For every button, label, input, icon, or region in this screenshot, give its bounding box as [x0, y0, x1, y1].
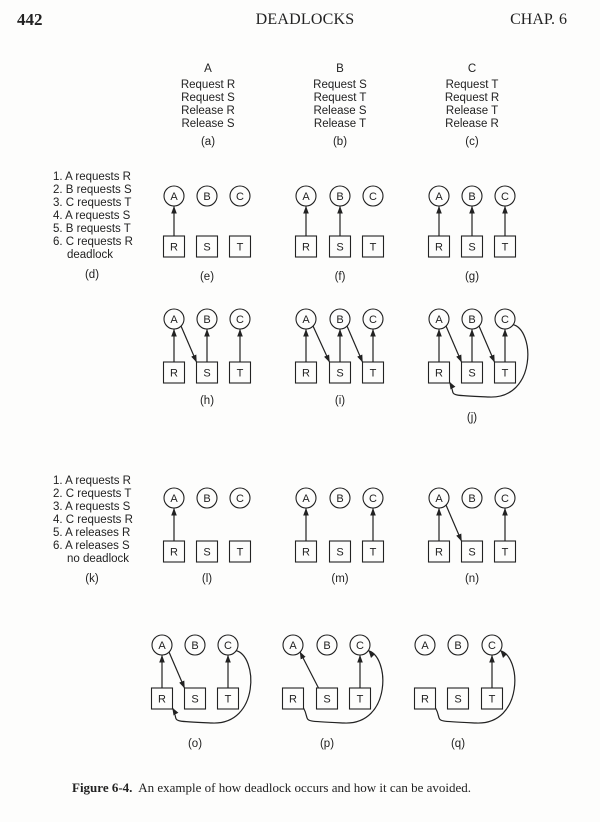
process-node-label: A [170, 314, 178, 326]
resource-node-label: R [435, 367, 443, 380]
figure-caption [72, 780, 471, 796]
resource-node-label: T [369, 546, 377, 559]
graph-j [429, 309, 528, 424]
process-name: A [204, 63, 212, 75]
subfigure-label: (f) [334, 271, 346, 283]
process-node-label: C [501, 493, 509, 505]
resource-node-label: S [336, 241, 344, 254]
process-name: B [336, 63, 344, 75]
resource-node-label: T [236, 241, 244, 254]
process-node-label: A [289, 640, 297, 652]
process-node-label: A [302, 314, 310, 326]
resource-node-label: S [336, 367, 344, 380]
resource-node-label: R [170, 546, 178, 559]
graph-h [164, 309, 251, 407]
subfigure-label: (l) [201, 573, 213, 585]
process-node-label: A [158, 640, 166, 652]
process-node-label: A [435, 314, 443, 326]
graph-l [164, 488, 251, 585]
request-curve-edge [304, 651, 383, 724]
request-edge [347, 326, 363, 362]
resource-node-label: S [454, 693, 462, 706]
resource-node-label: S [203, 546, 211, 559]
subfigure-label: (h) [199, 395, 215, 407]
resource-node-label: S [468, 367, 476, 380]
process-node-label: A [421, 640, 429, 652]
resource-node-label: T [224, 693, 232, 706]
process-node-label: B [468, 493, 476, 505]
process-step: Release R [181, 105, 235, 117]
sequence-step: 5. B requests T [53, 223, 131, 235]
resource-node-label: R [435, 241, 443, 254]
process-node-label: C [236, 314, 244, 326]
process-name: C [467, 63, 477, 75]
subfigure-label: (c) [465, 136, 479, 148]
resource-node-label: T [501, 546, 509, 559]
process-node-label: C [488, 640, 496, 652]
sequence-step: 1. A requests R [53, 475, 131, 487]
resource-node-label: R [435, 546, 443, 559]
sequence-step: 6. C requests R [53, 236, 133, 248]
graph-g [429, 186, 516, 283]
request-edge [181, 326, 197, 362]
process-step: Request S [313, 79, 367, 91]
process-node-label: C [236, 191, 244, 203]
sequence-step: 4. A requests S [53, 210, 131, 222]
subfigure-label: (m) [331, 573, 349, 585]
resource-node-label: R [302, 546, 310, 559]
process-step: Release S [313, 105, 367, 117]
resource-node-label: S [323, 693, 331, 706]
subfigure-label: (o) [187, 738, 203, 750]
sequence-step: 2. C requests T [53, 488, 132, 500]
resource-node-label: R [170, 367, 178, 380]
process-step: Release T [313, 118, 367, 130]
resource-node-label: T [501, 241, 509, 254]
process-node-label: B [191, 640, 199, 652]
subfigure-label: (i) [334, 395, 346, 407]
request-edge [169, 652, 185, 688]
request-edge [313, 326, 330, 362]
resource-node-label: S [468, 241, 476, 254]
sequence-outcome: no deadlock [67, 553, 130, 565]
subfigure-label: (b) [332, 136, 348, 148]
process-step: Request S [181, 92, 235, 104]
graph-i [296, 309, 384, 407]
sequence-step: 5. A releases R [53, 527, 131, 539]
process-step: Release R [445, 118, 499, 130]
resource-node-label: R [170, 241, 178, 254]
sequence-step: 3. A requests S [53, 501, 131, 513]
process-node-label: B [336, 314, 344, 326]
figure-caption-text: An example of how deadlock occurs and how it can be avoided. [138, 780, 472, 795]
subfigure-label: (n) [464, 573, 480, 585]
subfigure-label: (d) [84, 269, 100, 281]
process-node-label: A [435, 191, 443, 203]
process-step: Request T [445, 79, 499, 91]
resource-node-label: T [501, 367, 509, 380]
process-node-label: C [501, 191, 509, 203]
process-node-label: C [369, 191, 377, 203]
process-step: Release S [181, 118, 235, 130]
subfigure-label: (g) [464, 271, 480, 283]
subfigure-label: (e) [199, 271, 215, 283]
graph-n [429, 488, 516, 585]
resource-node-label: R [421, 693, 429, 706]
subfigure-label: (k) [85, 573, 99, 585]
request-curve-edge [436, 651, 515, 724]
process-node-label: C [236, 493, 244, 505]
process-node-label: B [336, 493, 344, 505]
resource-node-label: T [236, 367, 244, 380]
process-node-label: A [170, 191, 178, 203]
process-node-label: A [302, 493, 310, 505]
process-node-label: B [468, 314, 476, 326]
process-step: Release T [445, 105, 499, 117]
process-step: Request T [313, 92, 367, 104]
sequence-step: 6. A releases S [53, 540, 130, 552]
resource-node-label: R [302, 241, 310, 254]
resource-node-label: T [356, 693, 364, 706]
request-edge [479, 326, 495, 362]
process-node-label: B [203, 191, 211, 203]
resource-node-label: S [191, 693, 199, 706]
resource-node-label: S [336, 546, 344, 559]
sequence-step: 2. B requests S [53, 184, 132, 196]
process-node-label: B [454, 640, 462, 652]
resource-node-label: T [369, 367, 377, 380]
process-step: Request R [180, 79, 236, 91]
resource-node-label: T [369, 241, 377, 254]
process-node-label: C [224, 640, 232, 652]
running-title: DEADLOCKS [255, 11, 355, 28]
process-node-label: A [302, 191, 310, 203]
graph-e [164, 186, 251, 283]
resource-node-label: T [236, 546, 244, 559]
process-node-label: B [336, 191, 344, 203]
subfigure-label: (a) [200, 136, 216, 148]
request-edge [446, 326, 462, 362]
graph-m [296, 488, 384, 585]
graph-o [152, 635, 251, 750]
resource-node-label: R [158, 693, 166, 706]
subfigure-label: (j) [466, 412, 478, 424]
subfigure-label: (q) [450, 738, 466, 750]
process-node-label: A [170, 493, 178, 505]
process-node-label: C [356, 640, 364, 652]
page-number: 442 [17, 10, 43, 29]
resource-node-label: R [302, 367, 310, 380]
graph-q [415, 635, 515, 750]
process-node-label: A [435, 493, 443, 505]
subfigure-label: (p) [319, 738, 335, 750]
sequence-step: 3. C requests T [53, 197, 132, 209]
sequence-step: 4. C requests R [53, 514, 133, 526]
graph-p [283, 635, 383, 750]
chapter-label: CHAP. 6 [510, 11, 567, 28]
sequence-outcome: deadlock [67, 249, 114, 261]
process-node-label: C [369, 493, 377, 505]
figure-label: Figure 6-4. [72, 780, 133, 795]
resource-node-label: S [203, 241, 211, 254]
process-node-label: C [501, 314, 509, 326]
graph-f [296, 186, 384, 283]
process-node-label: B [203, 314, 211, 326]
process-node-label: B [468, 191, 476, 203]
hold-edge [300, 652, 319, 688]
process-node-label: C [369, 314, 377, 326]
process-step: Request R [444, 92, 500, 104]
resource-node-label: S [203, 367, 211, 380]
process-node-label: B [323, 640, 331, 652]
process-node-label: B [203, 493, 211, 505]
sequence-step: 1. A requests R [53, 171, 131, 183]
resource-node-label: T [488, 693, 496, 706]
resource-node-label: S [468, 546, 476, 559]
request-edge [446, 505, 462, 541]
resource-node-label: R [289, 693, 297, 706]
